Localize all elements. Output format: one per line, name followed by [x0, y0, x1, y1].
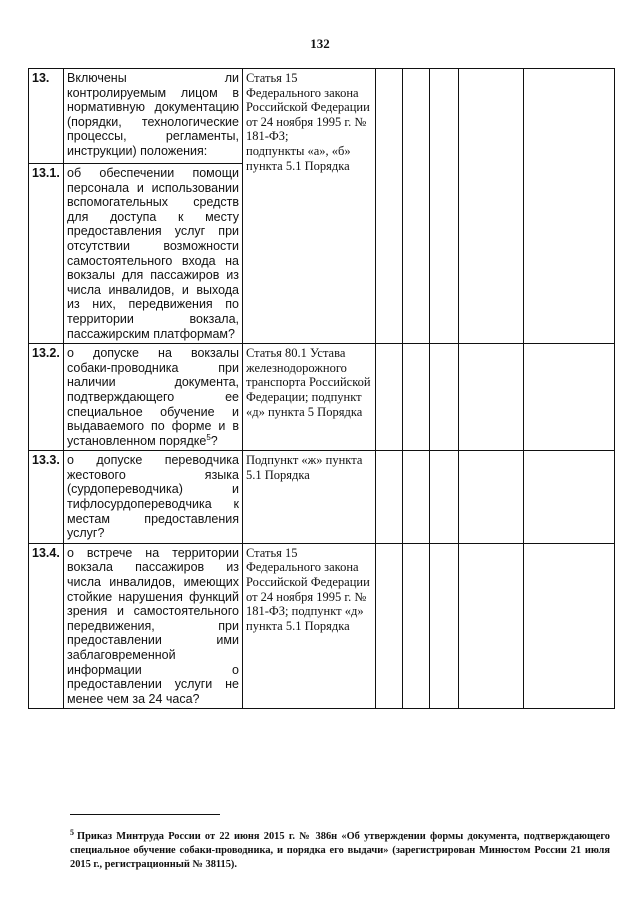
- row-number: 13.1.: [29, 164, 64, 344]
- question-body: о допуске на вокзалы собаки-проводника при наличии документа, подтверждающего ее специальное обучение и выдаваемого по форме и в установленном порядке: [67, 346, 239, 448]
- row-number: 13.2.: [29, 344, 64, 451]
- footnote-divider: [70, 814, 220, 815]
- answer-cell-yes: [376, 451, 403, 544]
- checklist-table: [28, 68, 615, 709]
- row-number: 13.3.: [29, 451, 64, 544]
- question-text: об обеспечении помощи персонала и использовании вспомогательных средств для доступа к месту предоставления услуг при отсутствии возможности самостоятельного входа на вокзалы для пассажиров из числа инвалидов, и выхода из них, передвижения по территории вокзала, пассажирским платформам?: [64, 164, 243, 344]
- answer-cell-no: [403, 543, 430, 709]
- table-row: [29, 69, 615, 164]
- question-text: [64, 344, 243, 451]
- question-text: о допуске переводчика жестового языка (сурдопереводчика) и тифлосурдопереводчика к местам предоставления услуг?: [64, 451, 243, 544]
- answer-cell-yes: [376, 344, 403, 451]
- comment-cell: [524, 344, 615, 451]
- answer-cell-na: [430, 543, 459, 709]
- row-number: 13.: [29, 69, 64, 164]
- note-cell: [459, 69, 524, 344]
- question-text: Включены ли контролируемым лицом в нормативную документацию (порядки, технологические процессы, регламенты, инструкции) положения:: [64, 69, 243, 164]
- question-tail: ?: [210, 433, 218, 448]
- answer-cell-no: [403, 344, 430, 451]
- row-number: 13.4.: [29, 543, 64, 709]
- answer-cell-yes: [376, 69, 403, 344]
- legal-reference: Статья 15 Федерального закона Российской Федерации от 24 ноября 1995 г. № 181-ФЗ; подпункт «д» пункта 5.1 Порядка: [243, 543, 376, 709]
- reference-part: подпункты «а», «б» пункта 5.1 Порядка: [246, 143, 351, 173]
- table-row: [29, 543, 615, 709]
- note-cell: [459, 344, 524, 451]
- note-cell: [459, 451, 524, 544]
- footnote: [70, 827, 610, 872]
- footnote-mark: 5: [70, 827, 74, 837]
- comment-cell: [524, 69, 615, 344]
- answer-cell-no: [403, 69, 430, 344]
- reference-part: Статья 15 Федерального закона Российской Федерации от 24 ноября 1995 г. № 181-ФЗ;: [246, 71, 370, 144]
- answer-cell-no: [403, 451, 430, 544]
- footnote-reference: 5: [206, 432, 211, 442]
- answer-cell-yes: [376, 543, 403, 709]
- table-row: [29, 451, 615, 544]
- note-cell: [459, 543, 524, 709]
- legal-reference: Подпункт «ж» пункта 5.1 Порядка: [243, 451, 376, 544]
- legal-reference: Статья 80.1 Устава железнодорожного транспорта Российской Федерации; подпункт «д» пункта 5 Порядка: [243, 344, 376, 451]
- question-text: о встрече на территории вокзала пассажиров из числа инвалидов, имеющих стойкие нарушения функций зрения и самостоятельного передвижения, при предоставлении ими заблаговременной информации о предоставлении услуги не менее чем за 24 часа?: [64, 543, 243, 709]
- comment-cell: [524, 451, 615, 544]
- answer-cell-na: [430, 69, 459, 344]
- answer-cell-na: [430, 344, 459, 451]
- legal-reference: [243, 69, 376, 344]
- page-number: 132: [310, 36, 330, 51]
- comment-cell: [524, 543, 615, 709]
- table-row: [29, 344, 615, 451]
- footnote-text: Приказ Минтруда России от 22 июня 2015 г. № 386н «Об утверждении формы документа, подтверждающего специальное обучение собаки-проводника, и порядка его выдачи» (зарегистрирован Минюстом России 21 июля 2015 г., регистрационный № 38115).: [70, 831, 610, 870]
- answer-cell-na: [430, 451, 459, 544]
